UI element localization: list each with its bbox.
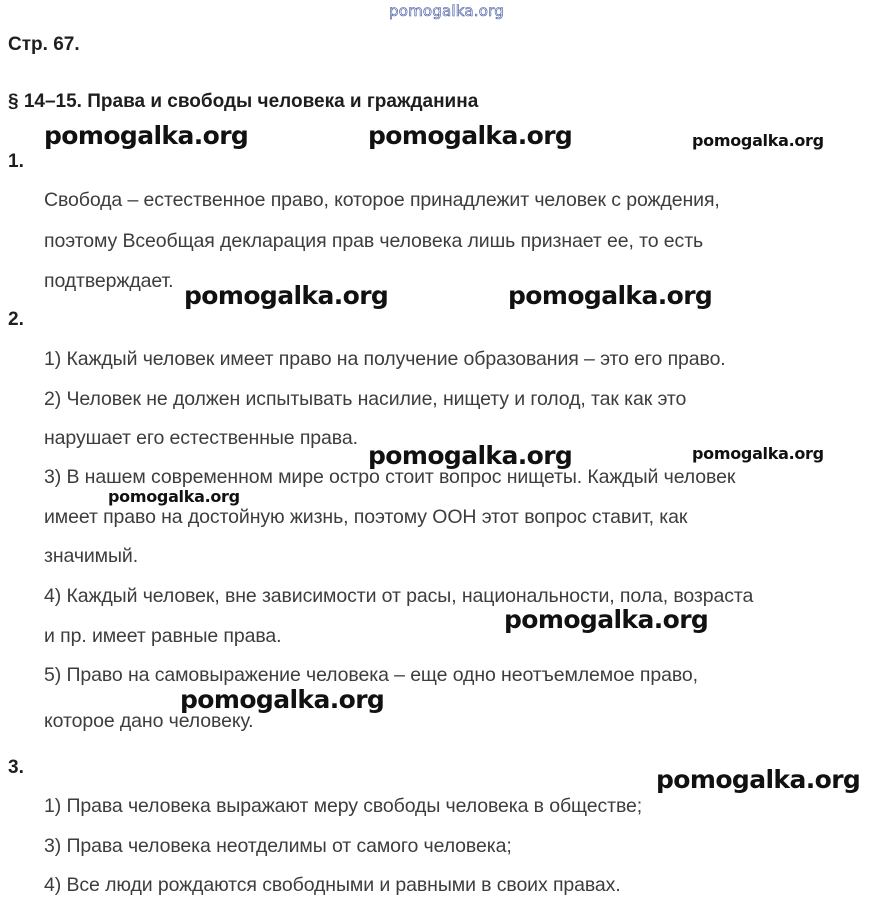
answer-2-line: которое дано человеку. (44, 710, 254, 732)
answer-2-line: 5) Право на самовыражение человека – еще одно неотъемлемое право, (44, 664, 698, 686)
answer-1-line: поэтому Всеобщая декларация прав человека лишь признает ее, то есть (44, 230, 704, 252)
answer-3-line: 4) Все люди рождаются свободными и равными в своих правах. (44, 874, 621, 896)
answer-2-line: 4) Каждый человек, вне зависимости от расы, национальности, пола, возраста (44, 585, 754, 607)
answer-3-line: 3) Права человека неотделимы от самого человека; (44, 835, 512, 857)
watermark: pomogalka.org (184, 281, 389, 310)
answer-2-line: 2) Человек не должен испытывать насилие, нищету и голод, так как это (44, 388, 687, 410)
question-2-number: 2. (8, 309, 24, 330)
answer-2-line: и пр. имеет равные права. (44, 625, 282, 647)
watermark: pomogalka.org (108, 487, 240, 506)
section-title: § 14–15. Права и свободы человека и гражданина (8, 91, 479, 112)
answer-1-line: Свобода – естественное право, которое принадлежит человек с рождения, (44, 189, 720, 211)
watermark: pomogalka.org (692, 131, 824, 150)
watermark: pomogalka.org (656, 765, 861, 794)
answer-2-line: имеет право на достойную жизнь, поэтому ООН этот вопрос ставит, как (44, 506, 688, 528)
watermark: pomogalka.org (508, 281, 713, 310)
watermark: pomogalka.org (368, 441, 573, 470)
answer-2-line: 1) Каждый человек имеет право на получение образования – это его право. (44, 348, 726, 370)
top-watermark: pomogalka.org (389, 2, 504, 20)
question-1-number: 1. (8, 151, 24, 172)
watermark: pomogalka.org (368, 121, 573, 150)
question-3-number: 3. (8, 757, 24, 778)
answer-3-line: 1) Права человека выражают меру свободы человека в обществе; (44, 795, 643, 817)
watermark: pomogalka.org (692, 444, 824, 463)
watermark: pomogalka.org (180, 685, 385, 714)
page-reference: Стр. 67. (8, 34, 80, 55)
answer-1-line: подтверждает. (44, 270, 174, 292)
answer-2-line: значимый. (44, 545, 139, 567)
watermark: pomogalka.org (504, 605, 709, 634)
answer-2-line: 3) В нашем современном мире остро стоит вопрос нищеты. Каждый человек (44, 466, 736, 488)
answer-2-line: нарушает его естественные права. (44, 427, 358, 449)
watermark: pomogalka.org (44, 121, 249, 150)
